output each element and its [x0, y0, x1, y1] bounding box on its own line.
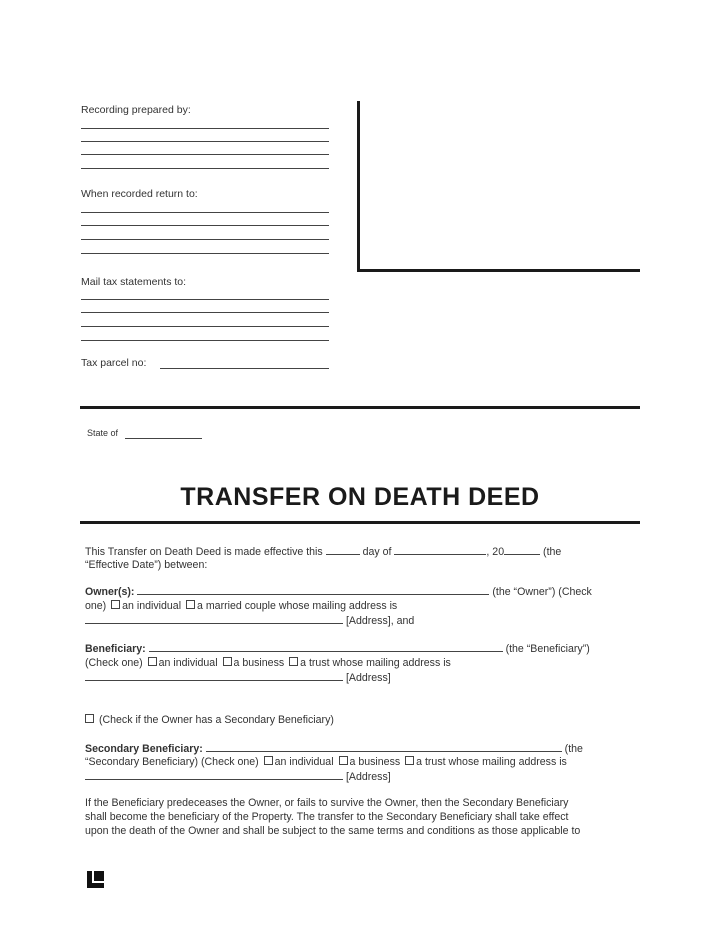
secondary-name-field[interactable] — [206, 741, 562, 752]
effective-text-a: This Transfer on Death Deed is made effective this — [85, 546, 323, 558]
owner-individual-label: an individual — [122, 600, 182, 612]
owner-individual-checkbox[interactable] — [111, 600, 120, 609]
secondary-check-label: (Check if the Owner has a Secondary Beneficiary) — [98, 714, 334, 726]
state-of-line[interactable] — [125, 438, 202, 439]
title-rule — [80, 521, 640, 524]
beneficiary-address-field[interactable] — [85, 670, 343, 681]
return-to-line-4[interactable] — [81, 253, 329, 254]
beneficiary-individual-label: an individual — [158, 657, 218, 669]
beneficiary-trust-checkbox[interactable] — [289, 657, 298, 666]
mail-tax-statements-label: Mail tax statements to: — [81, 276, 187, 288]
effective-year-field[interactable] — [504, 544, 540, 555]
secondary-address-field[interactable] — [85, 769, 343, 780]
return-to-line-3[interactable] — [81, 239, 329, 240]
mail-tax-line-2[interactable] — [81, 312, 329, 313]
recording-prepared-by-label: Recording prepared by: — [81, 104, 191, 116]
mail-tax-line-3[interactable] — [81, 326, 329, 327]
prepared-by-line-3[interactable] — [81, 154, 329, 155]
return-to-line-1[interactable] — [81, 212, 329, 213]
beneficiary-individual-checkbox[interactable] — [148, 657, 157, 666]
beneficiary-line-2 — [85, 656, 451, 670]
paragraph-line-1: If the Beneficiary predeceases the Owner, or fails to survive the Owner, then the Secondary Beneficiary — [85, 797, 569, 809]
secondary-label: Secondary Beneficiary: — [85, 743, 203, 755]
state-of-label: State of — [87, 428, 119, 438]
effective-date-line-2: “Effective Date”) between: — [85, 559, 208, 571]
when-recorded-return-to-label: When recorded return to: — [81, 188, 198, 200]
beneficiary-line-1 — [85, 641, 590, 656]
secondary-check-text: “Secondary Beneficiary) (Check one) — [85, 756, 259, 768]
secondary-address-label: [Address] — [345, 771, 391, 783]
secondary-line-2 — [85, 755, 567, 769]
return-to-line-2[interactable] — [81, 225, 329, 226]
secondary-check-line — [85, 713, 334, 727]
tax-parcel-line[interactable] — [160, 368, 329, 369]
beneficiary-business-checkbox[interactable] — [223, 657, 232, 666]
secondary-individual-checkbox[interactable] — [264, 756, 273, 765]
owner-address-label: [Address], and — [345, 615, 415, 627]
owner-line-2 — [85, 599, 397, 613]
beneficiary-address-label: [Address] — [345, 672, 391, 684]
secondary-trust-checkbox[interactable] — [405, 756, 414, 765]
prepared-by-line-2[interactable] — [81, 141, 329, 142]
prepared-by-line-4[interactable] — [81, 168, 329, 169]
mail-tax-line-1[interactable] — [81, 299, 329, 300]
beneficiary-business-label: a business — [233, 657, 285, 669]
secondary-trust-label: a trust whose mailing address is — [416, 756, 567, 768]
owner-label: Owner(s): — [85, 586, 135, 598]
beneficiary-check-label: (Check one) — [85, 657, 143, 669]
paragraph-line-2: shall become the beneficiary of the Property. The transfer to the Secondary Beneficiary shall take effect — [85, 811, 569, 823]
owner-married-checkbox[interactable] — [186, 600, 195, 609]
effective-date-line-1 — [85, 544, 561, 559]
owner-line-1 — [85, 584, 592, 599]
effective-month-field[interactable] — [394, 544, 486, 555]
secondary-business-checkbox[interactable] — [339, 756, 348, 765]
owner-suffix: (the “Owner”) (Check — [492, 586, 592, 598]
owner-check-label: one) — [85, 600, 107, 612]
secondary-beneficiary-checkbox[interactable] — [85, 714, 94, 723]
secondary-line-3 — [85, 769, 391, 784]
secondary-suffix: (the — [564, 743, 583, 755]
document-title: TRANSFER ON DEATH DEED — [180, 483, 540, 511]
prepared-by-line-1[interactable] — [81, 128, 329, 129]
paragraph-line-3: upon the death of the Owner and shall be subject to the same terms and conditions as those applicable to — [85, 825, 581, 837]
recording-box-horizontal-rule — [357, 269, 640, 272]
header-bottom-rule — [80, 406, 640, 409]
beneficiary-name-field[interactable] — [149, 641, 503, 652]
owner-address-field[interactable] — [85, 613, 343, 624]
owner-line-3 — [85, 613, 414, 628]
beneficiary-label: Beneficiary: — [85, 643, 146, 655]
beneficiary-suffix: (the “Beneficiary”) — [505, 643, 590, 655]
brand-logo-icon — [87, 871, 104, 888]
beneficiary-trust-label: a trust whose mailing address is — [300, 657, 451, 669]
recording-box-vertical-rule — [357, 101, 360, 271]
beneficiary-line-3 — [85, 670, 391, 685]
owner-name-field[interactable] — [137, 584, 489, 595]
secondary-individual-label: an individual — [274, 756, 334, 768]
effective-day-field[interactable] — [326, 544, 360, 555]
effective-text-b: day of — [362, 546, 392, 558]
mail-tax-line-4[interactable] — [81, 340, 329, 341]
effective-text-c: , 20 — [486, 546, 505, 558]
tax-parcel-label: Tax parcel no: — [81, 357, 147, 369]
secondary-line-1 — [85, 741, 583, 756]
secondary-business-label: a business — [349, 756, 401, 768]
owner-married-label: a married couple whose mailing address is — [197, 600, 398, 612]
effective-text-d: (the — [543, 546, 562, 558]
